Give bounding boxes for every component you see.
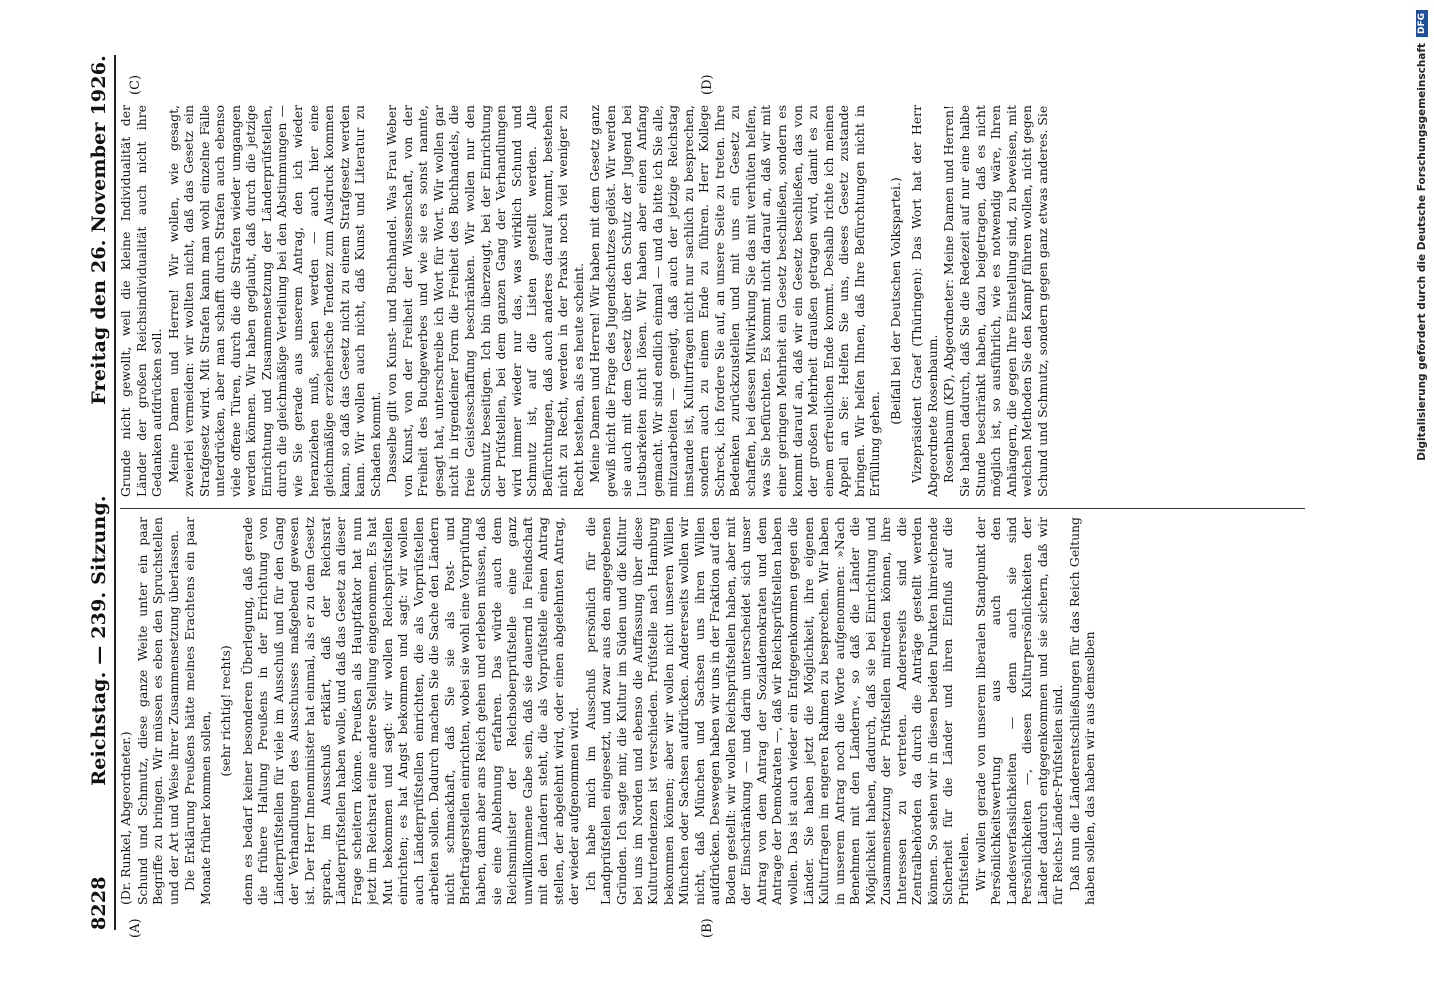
right-column <box>118 105 1305 497</box>
paragraph: Ich habe mich im Ausschuß persönlich für die Landprüfstellen eingesetzt, und zwar aus den angegebenen Gründen. Ich sagte mir, die Kultur im Süden und die Kultur bei uns im Norden und ebenso die Auffassung über diese Kulturtendenzen ist verschieden. Prüfstelle nach Hamburg bekommen können; aber wir wollen nicht unseren Willen München oder Sachsen aufdrücken. Andererseits wollen wir nicht, daß München und Sachsen uns ihren Willen aufdrücken. Deswegen haben wir uns in der Fraktion auf den Boden gestellt: wir wollen Reichsprüfstellen haben, aber mit der Einschränkung — und darin unterscheidet sich unser Antrag von dem Antrag der Sozialdemokraten und dem Antrage der Demokraten —, daß wir Reichsprüfstellen haben wollen. Das ist auch wieder ein Entgegenkommen gegen die Länder. Sie haben jetzt die Möglichkeit, ihre eigenen Kulturfragen im engeren Rahmen zu besprechen. Wir haben in unserem Antrag noch die Worte aufgenommen: »Nach Benehmen mit den Ländern«, so daß die Länder die Möglichkeit haben, dadurch, daß sie bei Einrichtung und Zusammensetzung der Prüfstellen mitreden können, ihre Interessen zu vertreten. Andererseits sind die Zentralbehörden da durch die Anträge gestellt werden können. So sehen wir in diesen beiden Punkten hinreichende Sicherheit für die Länder und ihren Einfluß auf die Prüfstellen. <box>582 517 971 905</box>
paragraph: Dasselbe gilt von Kunst- und Buchhandel. Was Frau Weber von Kunst, von der Freiheit der Wissenschaft, von der Freiheit des Buchgewerbes und wie sie es sonst nannte, gesagt hat, unterschreibe ich Wort für Wort. Wir wollen gar nicht in irgendeiner Form die Freiheit des Buchhandels, die freie Geistesschaffung beschränken. Wir wollen nur den Schmutz beseitigen. Ich bin überzeugt, bei der Einrichtung der Prüfstellen, bei dem ganzen Gang der Verhandlungen wird immer wieder nur das, was wirklich Schund und Schmutz ist, auf die Listen gestellt werden. Alle Befürchtungen, daß auch anderes darauf kommt, bestehen nicht zu Recht, werden in der Praxis noch viel weniger zu Recht bestehen, als es heute scheint. <box>384 105 586 497</box>
margin-mark-b: (B) <box>700 918 715 938</box>
page-header <box>88 55 110 930</box>
applause-note: (Beifall bei der Deutschen Volkspartei.) <box>887 177 903 425</box>
paragraph: Wir wollen gerade von unserem liberalen Standpunkt der Persönlichkeitswertung aus auch den Landesverfasslichkeiten — denn auch sie sind Persönlichkeiten —, diesen Kulturpersönlichkeiten der Länder dadurch entgegenkommen und sie sichern, daß wir für Reichs-Länder-Prüfstellen sind. <box>972 517 1066 905</box>
paragraph: Vizepräsident Graef (Thüringen): Das Wort hat der Herr Abgeordnete Rosenbaum. <box>909 105 940 497</box>
column-divider <box>120 508 1305 509</box>
paragraph: Daß nun die Länderentschließungen für das Reich Geltung haben sollen, das haben wir aus demselben <box>1066 517 1098 905</box>
dfg-logo: DFG <box>1416 10 1428 37</box>
digitization-credit-text: Digitalisierung gefördert durch die Deutsche Forschungsgemeinschaft <box>1416 43 1428 461</box>
session-title: Reichstag. — 239. Sitzung. <box>88 495 110 786</box>
margin-mark-d: (D) <box>700 74 715 95</box>
paragraph: Die Erklärung Preußens hätte meines Erachtens ein paar Monate früher kommen sollen, <box>182 517 213 905</box>
paragraph: Meine Damen und Herren! Wir wollen, wie gesagt, zweierlei vermeiden: wir wollten nicht, daß das Gesetz ein Strafgesetz wird. Mit Strafen kann man wohl einzelne Fälle unterdrücken, aber man schafft durch Strafen auch ebenso viele offene Türen, durch die die Strafen wieder umgangen werden können. Wir haben geglaubt, daß durch die jetzige Einrichtung und Zusammensetzung der Länderprüfstellen, durch die gleichmäßige Verteilung bei den Abstimmungen — wie Sie gerade aus unserem Antrag, den ich wieder heranziehen muß, sehen werden — auch hier eine gleichmäßige erzieherische Tendenz zum Ausdruck kommen kann, so daß das Gesetz nicht zu einem Strafgesetz werden kann. Wir wollen auch nicht, daß Kunst und Literatur zu Schaden kommt. <box>165 105 383 497</box>
paragraph: denn es bedarf keiner besonderen Überlegung, daß gerade die frühere Haltung Preußens in der Errichtung von Länderprüfstellen für viele im Ausschuß und für den Gang der Verhandlungen des Ausschusses maßgebend gewesen ist. Der Herr Innenminister hat einmal, als er zu dem Gesetz sprach, im Ausschuß erklärt, daß der Reichsrat Länderprüfstellen haben wolle, und daß das Gesetz an dieser Frage scheitern könne. Preußen als Hauptfaktor hat nun jetzt im Reichsrat eine andere Stellung eingenommen. Es hat Mut bekommen und sagt: wir wollen Reichsprüfstellen einrichten; es hat Angst bekommen und sagt: wir wollen auch Länderprüfstellen einrichten, die als Vorprüfstellen arbeiten sollen. Dadurch machen Sie die Sache den Ländern nicht schmackhaft, daß Sie sie als Post- und Briefträgerstellen einrichten, wobei sie wohl eine Vorprüfung haben, dann aber ans Reich gehen und erleben müssen, daß sie eine Ablehnung erfahren. Das würde auch dem Reichsminister der Reichsoberprüfstelle eine ganz unwillkommene Gabe sein, daß sie dauernd in Feindschaft mit den Ländern steht, die als Vorprüfstelle einen Antrag stellen, der abgelehnt wird, oder einen abgelehnten Antrag, der wieder aufgenommen wird. <box>239 517 582 905</box>
margin-mark-c: (C) <box>128 74 143 95</box>
interjection: (sehr richtig! rechts) <box>218 645 234 777</box>
header-rule <box>114 55 116 930</box>
paragraph: Meine Damen und Herren! Wir haben mit dem Gesetz ganz gewiß nicht die Frage des Jugendschutzes gelöst. Wir werden sie auch mit dem Gesetz über den Schutz der Jugend bei Lustbarkeiten nicht lösen. Wir haben aber einen Anfang gemacht. Wir sind endlich einmal — und da bitte ich Sie alle, mitzuarbeiten — geneigt, daß auch der jetzige Reichstag imstande ist, Kulturfragen nicht nur sachlich zu besprechen, sondern auch zu einem Ende zu führen. Herr Kollege Schreck, ich fordere Sie auf, an unsere Seite zu treten. Ihre Bedenken zurückzustellen und mit uns ein Gesetz zu schaffen, bei dessen Mitwirkung Sie das mit verhüten helfen, was Sie befürchten. Es kommt nicht darauf an, daß wir mit einer geringen Mehrheit ein Gesetz beschließen, sondern es kommt darauf an, daß wir ein Gesetz beschließen, das von der großen Mehrheit draußen getragen wird, damit es zu einem erfreulichen Ende kommt. Deshalb richte ich meinen Appell an Sie: Helfen Sie uns, dieses Gesetz zustande bringen. Wir helfen Ihnen, daß Ihre Befürchtungen nicht in Erfüllung gehen. <box>587 105 883 497</box>
margin-mark-a: (A) <box>128 918 143 938</box>
left-column <box>118 517 1305 905</box>
paragraph: Grunde nicht gewollt, weil die kleine Individualität der Länder der großen Reichsindividualität auch nicht ihre Gedanken aufdrücken soll. <box>118 105 165 497</box>
paragraph: Rosenbaum (KP), Abgeordneter: Meine Damen und Herren! Sie haben dadurch, daß Sie die Redezeit auf nur eine halbe Stunde beschränkt haben, dazu beigetragen, daß es nicht möglich ist, so ausführlich, wie es notwendig wäre, Ihren Anhängern, die gegen Ihre Einstellung sind, zu beweisen, mit welchen Methoden Sie den Kampf führen wollen, nicht gegen Schund und Schmutz, sondern gegen ganz etwas anderes. Sie <box>941 105 1050 497</box>
page-number: 8228 <box>88 876 110 930</box>
digitization-credit-bar <box>1410 0 1434 1000</box>
session-date: Freitag den 26. November 1926. <box>88 55 110 405</box>
paragraph: Schund und Schmutz, diese ganze Weite unter ein paar Begriffe zu bringen. Wir müssen es eben den Spruchstellen und der Art und Weise ihrer Zusammensetzung überlassen. <box>134 517 181 905</box>
speaker-line: (Dr. Runkel, Abgeordneter.) <box>118 731 133 905</box>
